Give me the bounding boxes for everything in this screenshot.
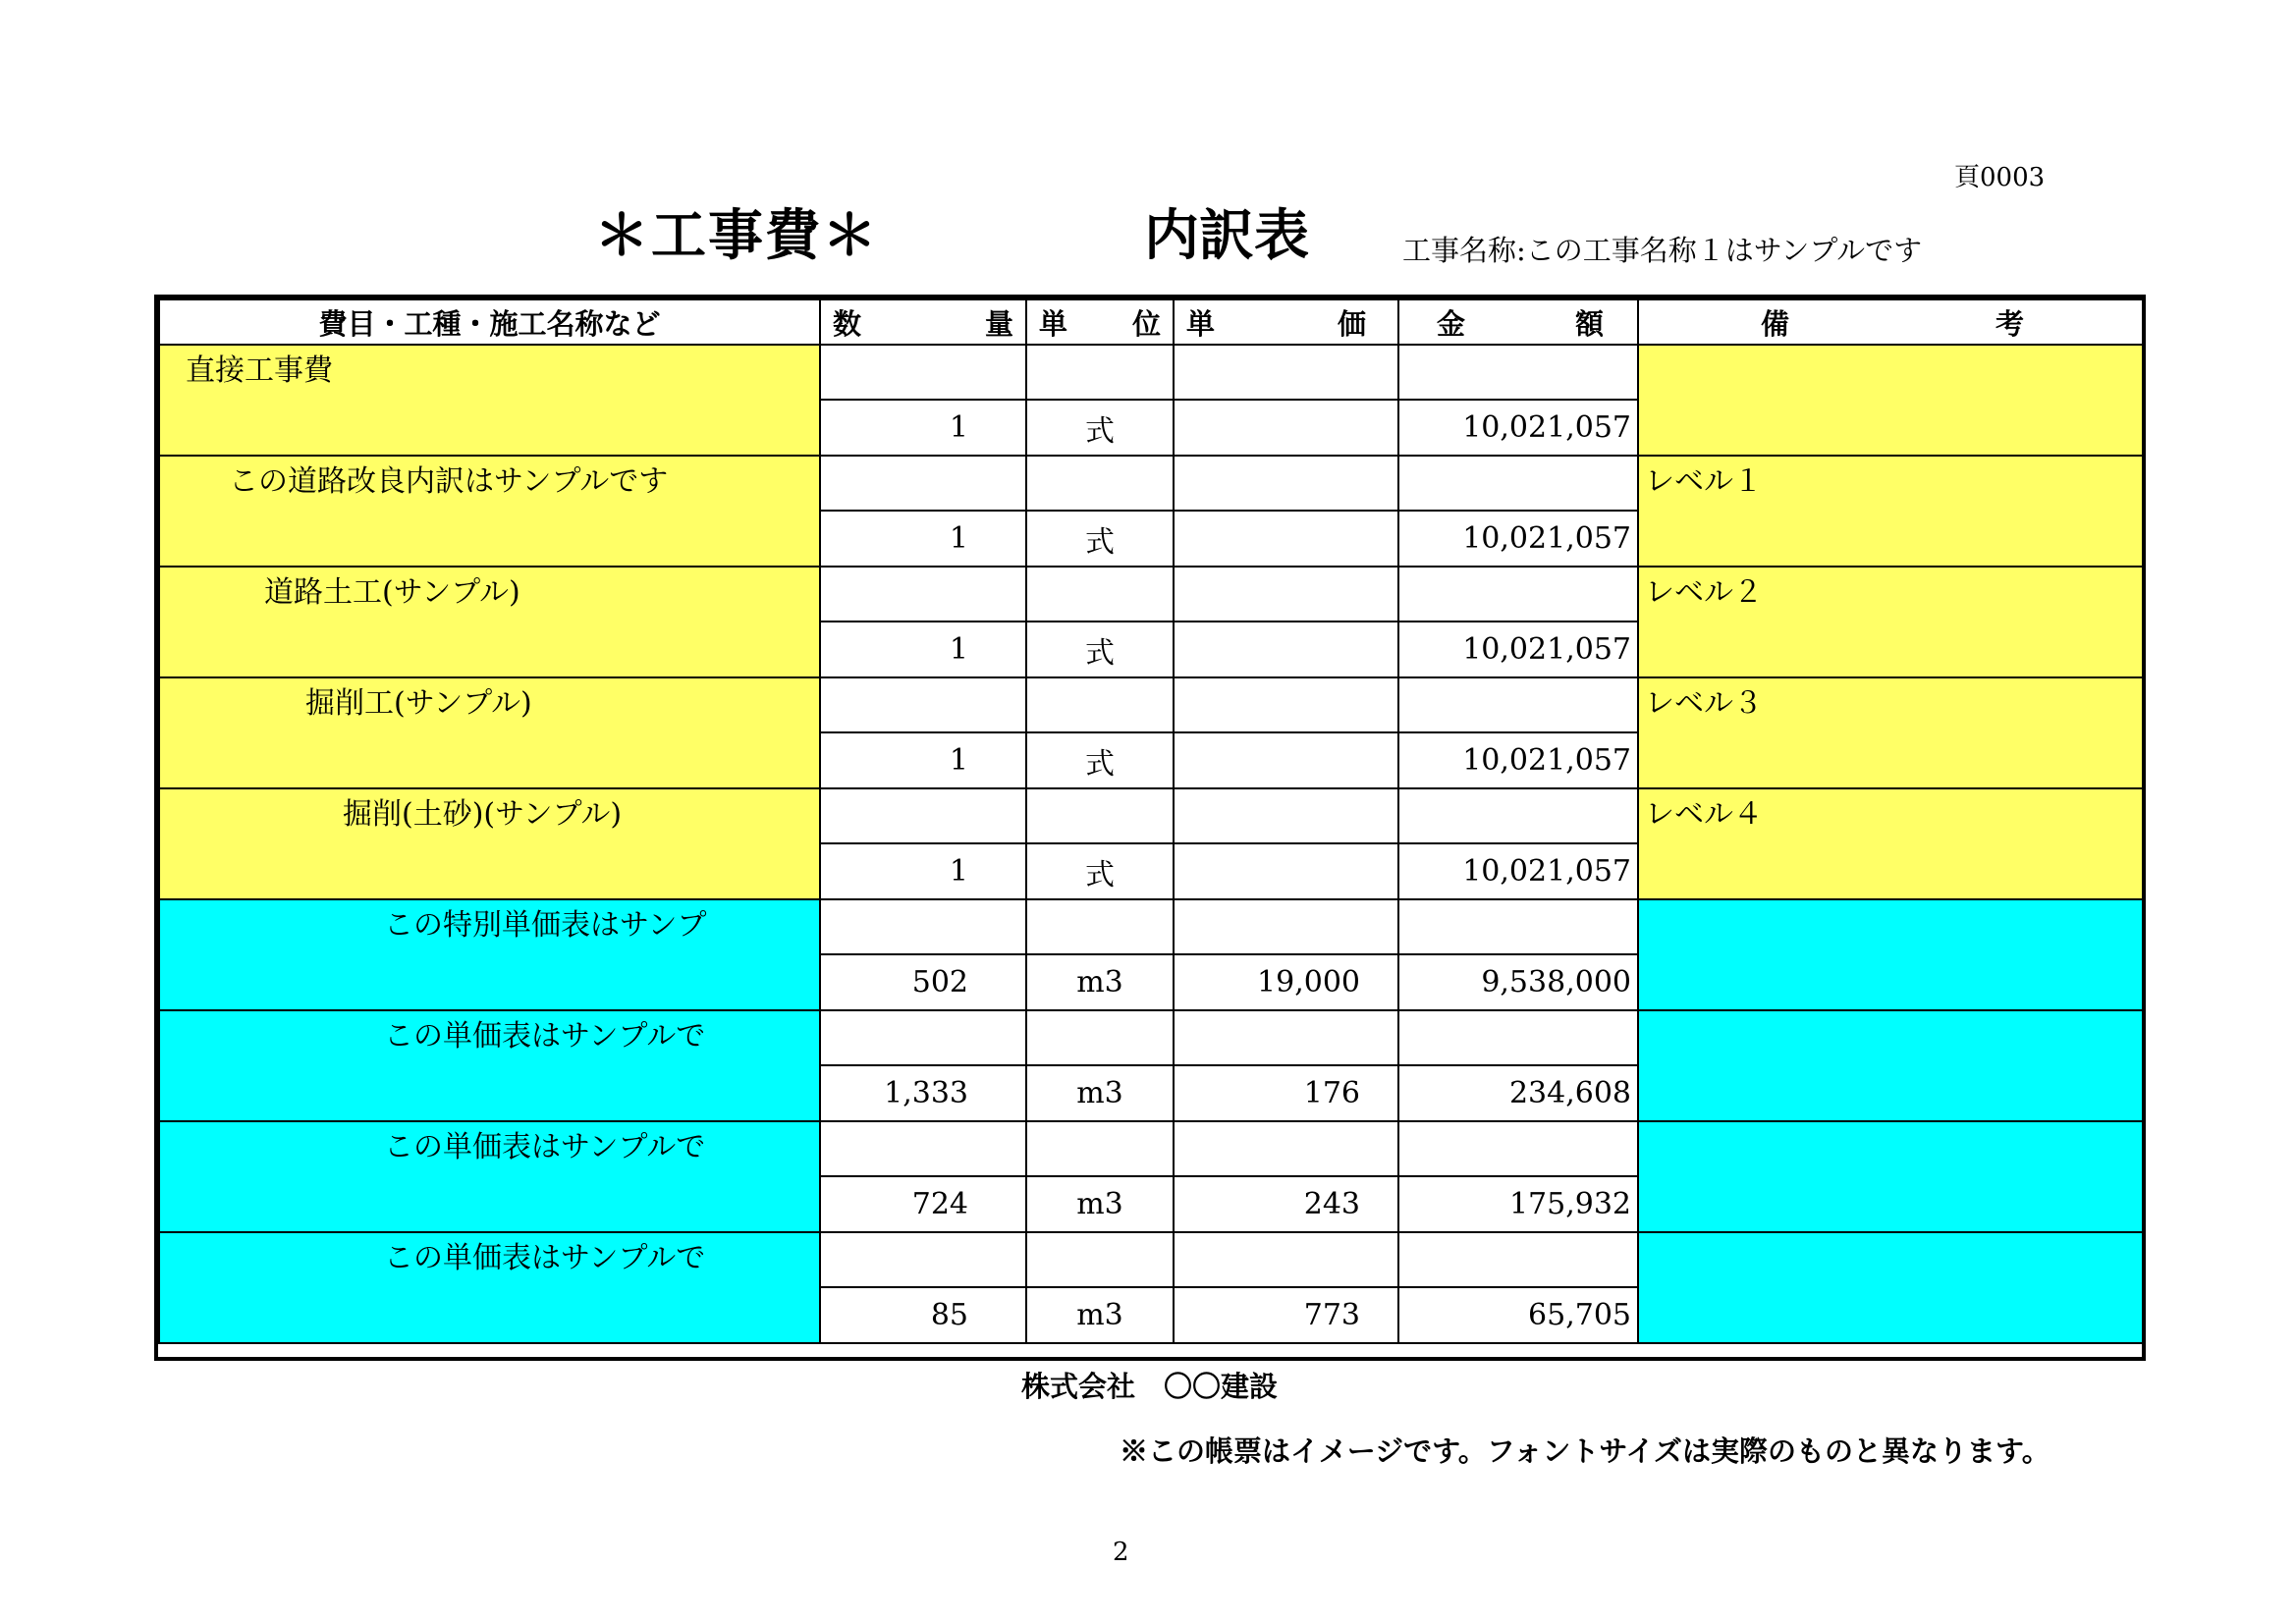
header-remark-a: 備 bbox=[1761, 306, 1790, 341]
unit-price-cell bbox=[1174, 511, 1398, 567]
quantity-cell: 1 bbox=[820, 511, 1026, 567]
item-name-cell: 道路土工(サンプル) bbox=[159, 567, 820, 677]
table-row bbox=[159, 345, 2143, 400]
item-name-cell: 掘削工(サンプル) bbox=[159, 677, 820, 788]
quantity-cell: 85 bbox=[820, 1287, 1026, 1343]
unit-price-cell: 19,000 bbox=[1174, 954, 1398, 1010]
item-name-cell: この単価表はサンプルで bbox=[159, 1010, 820, 1121]
amount-cell: 65,705 bbox=[1398, 1287, 1638, 1343]
table-row bbox=[159, 1010, 2143, 1065]
unit-price-cell bbox=[1174, 622, 1398, 677]
blank-quantity-cell bbox=[820, 567, 1026, 622]
blank-unit-price-cell bbox=[1174, 788, 1398, 843]
table-row bbox=[159, 456, 2143, 511]
blank-quantity-cell bbox=[820, 788, 1026, 843]
header-unit-b: 位 bbox=[1131, 306, 1161, 341]
document-subtitle: 内訳表 bbox=[1144, 203, 1309, 268]
quantity-cell: 1 bbox=[820, 400, 1026, 456]
blank-unit-price-cell bbox=[1174, 677, 1398, 732]
table-row bbox=[159, 567, 2143, 622]
amount-cell: 10,021,057 bbox=[1398, 732, 1638, 788]
unit-cell: 式 bbox=[1026, 843, 1174, 899]
unit-price-cell bbox=[1174, 843, 1398, 899]
unit-price-cell: 176 bbox=[1174, 1065, 1398, 1121]
header-unit-price-a: 単 bbox=[1186, 306, 1216, 341]
blank-amount-cell bbox=[1398, 456, 1638, 511]
blank-amount-cell bbox=[1398, 567, 1638, 622]
blank-quantity-cell bbox=[820, 456, 1026, 511]
blank-unit-price-cell bbox=[1174, 1010, 1398, 1065]
item-name-cell: 直接工事費 bbox=[159, 345, 820, 456]
quantity-cell: 1 bbox=[820, 622, 1026, 677]
header-quantity bbox=[820, 299, 1026, 345]
blank-quantity-cell bbox=[820, 677, 1026, 732]
blank-unit-cell bbox=[1026, 1010, 1174, 1065]
remark-cell bbox=[1638, 345, 2143, 456]
blank-unit-price-cell bbox=[1174, 567, 1398, 622]
quantity-cell: 502 bbox=[820, 954, 1026, 1010]
item-name-cell: この単価表はサンプルで bbox=[159, 1121, 820, 1232]
amount-cell: 10,021,057 bbox=[1398, 843, 1638, 899]
amount-cell: 175,932 bbox=[1398, 1176, 1638, 1232]
header-amount-b: 額 bbox=[1574, 306, 1604, 341]
blank-unit-cell bbox=[1026, 345, 1174, 400]
header-remark-b: 考 bbox=[1995, 306, 2024, 341]
blank-unit-cell bbox=[1026, 1232, 1174, 1287]
blank-unit-cell bbox=[1026, 456, 1174, 511]
remark-cell: レベル３ bbox=[1638, 677, 2143, 788]
blank-amount-cell bbox=[1398, 1232, 1638, 1287]
header-name-label: 費目・工種・施工名称など bbox=[318, 306, 661, 341]
blank-quantity-cell bbox=[820, 1232, 1026, 1287]
blank-quantity-cell bbox=[820, 1010, 1026, 1065]
blank-unit-cell bbox=[1026, 899, 1174, 954]
remark-cell: レベル４ bbox=[1638, 788, 2143, 899]
amount-cell: 9,538,000 bbox=[1398, 954, 1638, 1010]
unit-price-cell bbox=[1174, 400, 1398, 456]
header-remark bbox=[1638, 299, 2143, 345]
header-unit bbox=[1026, 299, 1174, 345]
unit-cell: m3 bbox=[1026, 1287, 1174, 1343]
item-name-cell: 掘削(土砂)(サンプル) bbox=[159, 788, 820, 899]
amount-cell: 234,608 bbox=[1398, 1065, 1638, 1121]
unit-cell: 式 bbox=[1026, 511, 1174, 567]
quantity-cell: 724 bbox=[820, 1176, 1026, 1232]
blank-amount-cell bbox=[1398, 788, 1638, 843]
table-row bbox=[159, 1121, 2143, 1176]
blank-unit-price-cell bbox=[1174, 345, 1398, 400]
item-name-cell: この道路改良内訳はサンプルです bbox=[159, 456, 820, 567]
project-name: 工事名称:この工事名称１はサンプルです bbox=[1402, 234, 1923, 267]
amount-cell: 10,021,057 bbox=[1398, 511, 1638, 567]
unit-cell: m3 bbox=[1026, 1176, 1174, 1232]
header-name bbox=[159, 299, 820, 345]
quantity-cell: 1 bbox=[820, 843, 1026, 899]
remark-cell: レベル１ bbox=[1638, 456, 2143, 567]
unit-price-cell bbox=[1174, 732, 1398, 788]
table-row bbox=[159, 677, 2143, 732]
company-name: 株式会社 〇〇建設 bbox=[1021, 1370, 1279, 1403]
blank-unit-price-cell bbox=[1174, 899, 1398, 954]
blank-amount-cell bbox=[1398, 1010, 1638, 1065]
blank-unit-cell bbox=[1026, 1121, 1174, 1176]
quantity-cell: 1 bbox=[820, 732, 1026, 788]
unit-price-cell: 773 bbox=[1174, 1287, 1398, 1343]
unit-cell: 式 bbox=[1026, 732, 1174, 788]
header-amount-a: 金 bbox=[1437, 306, 1466, 341]
blank-unit-cell bbox=[1026, 677, 1174, 732]
remark-cell: レベル２ bbox=[1638, 567, 2143, 677]
blank-unit-price-cell bbox=[1174, 1121, 1398, 1176]
unit-cell: m3 bbox=[1026, 1065, 1174, 1121]
blank-unit-price-cell bbox=[1174, 1232, 1398, 1287]
blank-quantity-cell bbox=[820, 345, 1026, 400]
table-row bbox=[159, 1232, 2143, 1287]
table-row bbox=[159, 899, 2143, 954]
blank-amount-cell bbox=[1398, 677, 1638, 732]
remark-cell bbox=[1638, 1010, 2143, 1121]
breakdown-table bbox=[158, 298, 2144, 1344]
blank-amount-cell bbox=[1398, 345, 1638, 400]
page-number: 2 bbox=[1113, 1538, 1129, 1567]
blank-amount-cell bbox=[1398, 1121, 1638, 1176]
header-unit-price bbox=[1174, 299, 1398, 345]
table-header-row bbox=[159, 299, 2143, 345]
blank-unit-cell bbox=[1026, 567, 1174, 622]
remark-cell bbox=[1638, 899, 2143, 1010]
amount-cell: 10,021,057 bbox=[1398, 622, 1638, 677]
blank-unit-price-cell bbox=[1174, 456, 1398, 511]
header-quantity-b: 量 bbox=[984, 306, 1013, 341]
remark-cell bbox=[1638, 1121, 2143, 1232]
document-title: ＊工事費＊ bbox=[594, 203, 879, 268]
header-quantity-a: 数 bbox=[833, 306, 862, 341]
item-name-cell: この特別単価表はサンプ bbox=[159, 899, 820, 1010]
blank-amount-cell bbox=[1398, 899, 1638, 954]
amount-cell: 10,021,057 bbox=[1398, 400, 1638, 456]
table-row bbox=[159, 788, 2143, 843]
blank-quantity-cell bbox=[820, 899, 1026, 954]
header-unit-price-b: 価 bbox=[1337, 306, 1366, 341]
blank-quantity-cell bbox=[820, 1121, 1026, 1176]
quantity-cell: 1,333 bbox=[820, 1065, 1026, 1121]
unit-cell: 式 bbox=[1026, 622, 1174, 677]
disclaimer-note: ※この帳票はイメージです。フォントサイズは実際のものと異なります。 bbox=[1120, 1434, 2050, 1468]
item-name-cell: この単価表はサンプルで bbox=[159, 1232, 820, 1343]
blank-unit-cell bbox=[1026, 788, 1174, 843]
header-unit-a: 単 bbox=[1039, 306, 1068, 341]
unit-cell: m3 bbox=[1026, 954, 1174, 1010]
header-amount bbox=[1398, 299, 1638, 345]
unit-cell: 式 bbox=[1026, 400, 1174, 456]
unit-price-cell: 243 bbox=[1174, 1176, 1398, 1232]
breakdown-table-frame bbox=[154, 295, 2146, 1361]
remark-cell bbox=[1638, 1232, 2143, 1343]
page-code: 頁0003 bbox=[1954, 163, 2046, 192]
